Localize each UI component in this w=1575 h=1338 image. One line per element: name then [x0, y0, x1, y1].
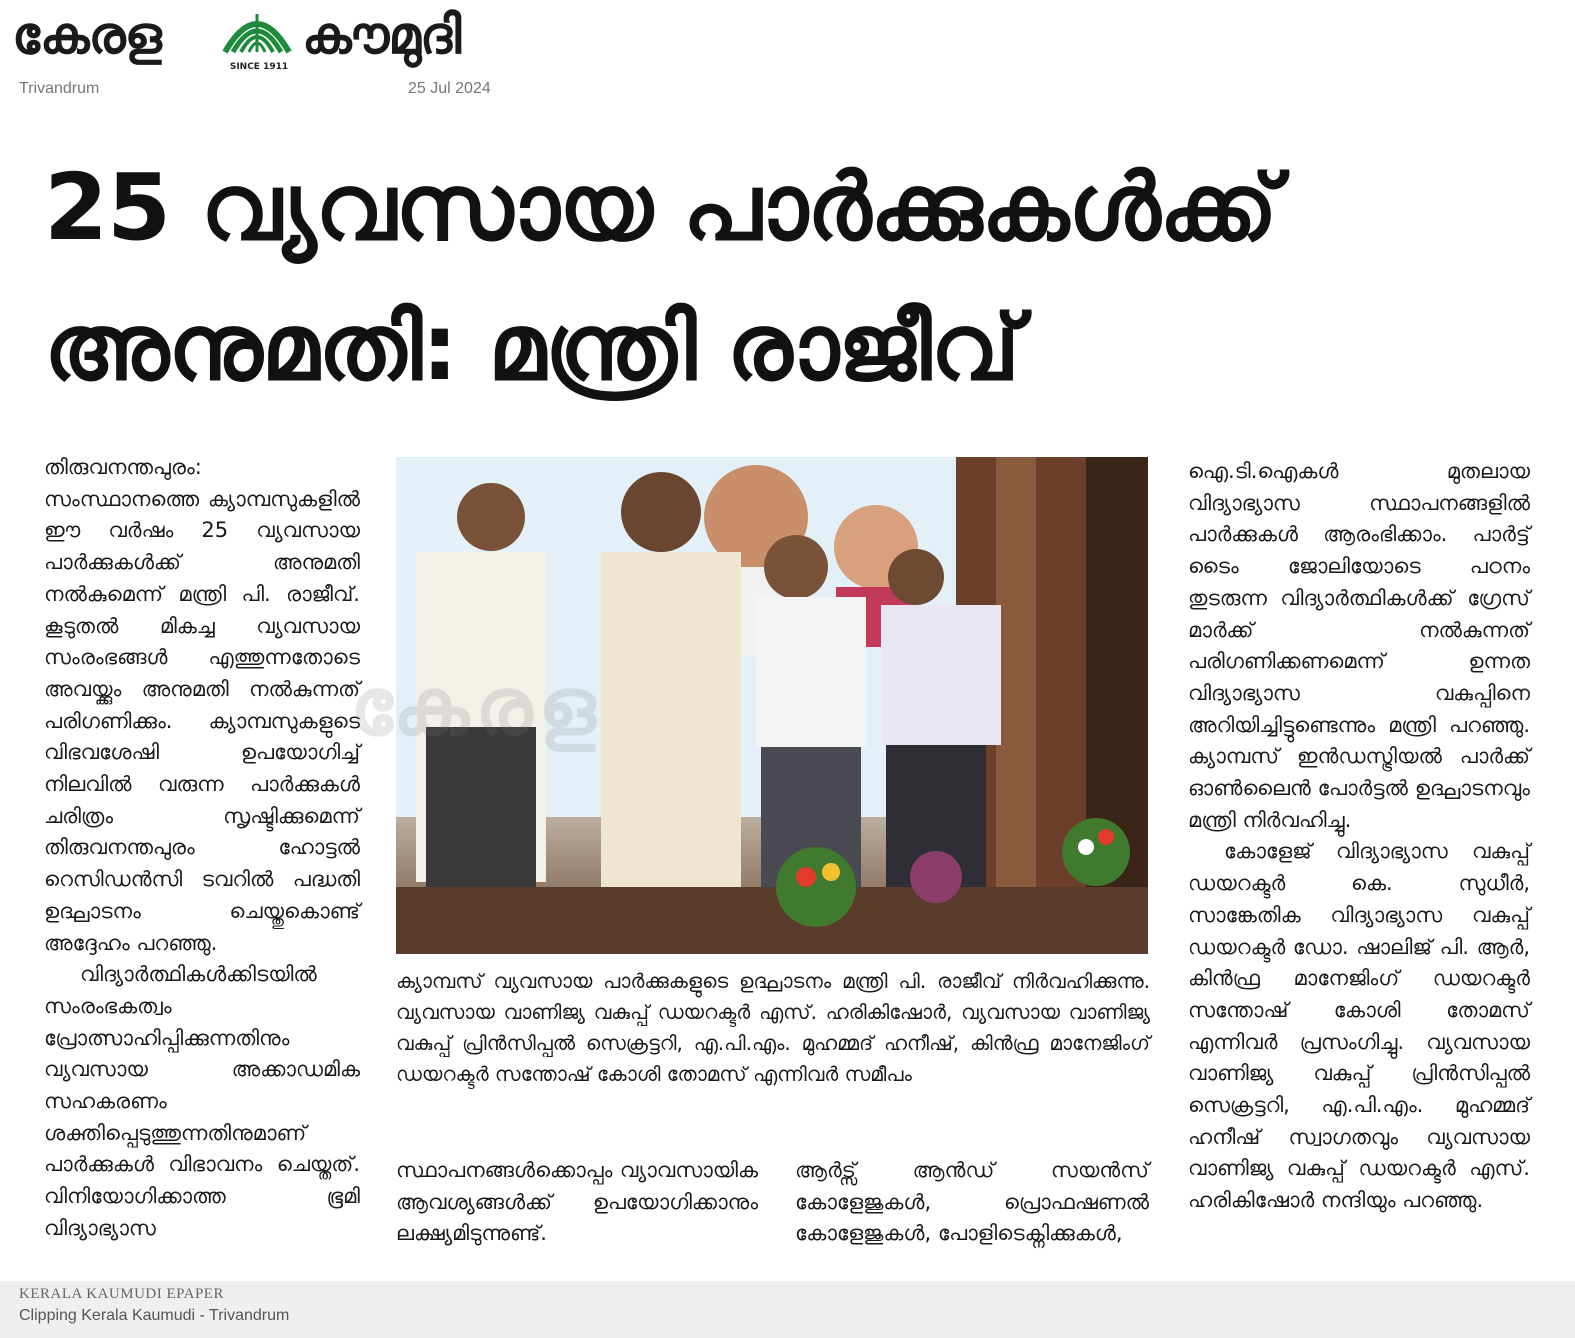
edition-city: Trivandrum — [19, 80, 100, 97]
article-paragraph: തിരുവനന്തപുരം: സംസ്ഥാനത്തെ ക്യാമ്പസുകളിൽ ഈ വർഷം 25 വ്യവസായ പാർക്കുകൾക്ക് അനുമതി നൽകുമെന്ന് മന്ത്രി പി. രാജീവ്. കൂടുതൽ മികച്ച വ്യവസായ സംരംഭങ്ങൾ എത്തുന്നതോടെ അവയ്ക്കും അനുമതി നൽകുന്നത് പരിഗണിക്കും. ക്യാമ്പസുകളുടെ വിഭവശേഷി ഉപയോഗിച്ച് നിലവിൽ വരുന്ന പാർക്കുകൾ ചരിത്രം സൃഷ്ടിക്കുമെന്ന് തിരുവനന്തപുരം ഹോട്ടൽ റെസിഡൻസി ടവറിൽ പദ്ധതി ഉദ്ഘാടനം ചെയ്തുകൊണ്ട് അദ്ദേഹം പറഞ്ഞു. — [44, 455, 360, 955]
article-column-mid-2 — [795, 1155, 1149, 1250]
masthead-title-left: കേരള — [12, 6, 161, 66]
footer-brand: KERALA KAUMUDI EPAPER — [19, 1286, 224, 1302]
article-column-right — [1188, 456, 1530, 1217]
article-column-mid-1 — [396, 1155, 758, 1250]
article-paragraph: സ്ഥാപനങ്ങൾക്കൊപ്പം വ്യാവസായിക ആവശ്യങ്ങൾക്ക് ഉപയോഗിക്കാനും ലക്ഷ്യമിടുന്നുണ്ട്. — [396, 1158, 758, 1246]
article-column-left — [44, 452, 360, 1245]
edition-date: 25 Jul 2024 — [408, 80, 491, 97]
photo-caption: ക്യാമ്പസ് വ്യവസായ പാർക്കുകളുടെ ഉദ്ഘാടനം മന്ത്രി പി. രാജീവ് നിർവഹിക്കുന്നു. വ്യവസായ വാണിജ്യ വകുപ്പ് ഡയറക്ടർ എസ്. ഹരികിഷോർ, വ്യവസായ വാണിജ്യ വകുപ്പ് പ്രിൻസിപ്പൽ സെക്രട്ടറി, എ.പി.എം. മുഹമ്മദ് ഹനീഷ്, കിൻഫ്ര മാനേജിംഗ് ഡയറക്ടർ സന്തോഷ് കോശി തോമസ് എന്നിവർ സമീപം — [396, 969, 1150, 1086]
article-paragraph: വിദ്യാർത്ഥികൾക്കിടയിൽ സംരംഭകത്വം പ്രോത്സാഹിപ്പിക്കുന്നതിനും വ്യവസായ അക്കാഡമിക സഹകരണം ശക്തിപ്പെടുത്തുന്നതിനുമാണ് പാർക്കുകൾ വിഭാവനം ചെയ്തത്. വിനിയോഗിക്കാത്ത ഭൂമി വിദ്യാഭ്യാസ — [44, 962, 360, 1240]
article-headline: 25 വ്യവസായ പാർക്കുകൾക്ക് അനുമതി: മന്ത്രി രാജീവ് — [44, 154, 1277, 401]
article-paragraph: കോളേജ് വിദ്യാഭ്യാസ വകുപ്പ് ഡയറക്ടർ കെ. സുധീർ, സാങ്കേതിക വിദ്യാഭ്യാസ വകുപ്പ് ഡയറക്ടർ ഡോ. ഷാലിജ് പി. ആർ, കിൻഫ്ര മാനേജിംഗ് ഡയറക്ടർ സന്തോഷ് കോശി തോമസ് എന്നിവർ പ്രസംഗിച്ചു. വ്യവസായ വാണിജ്യ വകുപ്പ് പ്രിൻസിപ്പൽ സെക്രട്ടറി, എ.പി.എം. മുഹമ്മദ് ഹനീഷ് സ്വാഗതവും വ്യവസായ വാണിജ്യ വകുപ്പ് ഡയറക്ടർ എസ്. ഹരികിഷോർ നന്ദിയും പറഞ്ഞു. — [1188, 839, 1530, 1213]
article-photo — [396, 457, 1148, 954]
photo-illustration — [396, 457, 1148, 954]
article-paragraph: ഐ.ടി.ഐകൾ മുതലായ വിദ്യാഭ്യാസ സ്ഥാപനങ്ങളിൽ പാർക്കുകൾ ആരംഭിക്കാം. പാർട്ട് ടൈം ജോലിയോടെ പഠനം തുടരുന്ന വിദ്യാർത്ഥികൾക്ക് ഗ്രേസ് മാർക്ക് നൽകുന്നത് പരിഗണിക്കണമെന്ന് ഉന്നത വിദ്യാഭ്യാസ വകുപ്പിനെ അറിയിച്ചിട്ടുണ്ടെന്നും മന്ത്രി പറഞ്ഞു. ക്യാമ്പസ് ഇൻഡസ്ട്രിയൽ പാർക്ക് ഓൺലൈൻ പോർട്ടൽ ഉദ്ഘാടനവും മന്ത്രി നിർവഹിച്ചു. — [1188, 459, 1530, 832]
footer-clipping-source: Clipping Kerala Kaumudi - Trivandrum — [19, 1307, 290, 1324]
masthead-title-right: കൗമുദി — [302, 6, 461, 66]
masthead-since: SINCE 1911 — [229, 62, 289, 72]
footer-bar — [0, 1281, 1575, 1338]
article-paragraph: ആർട്സ് ആൻഡ് സയൻസ് കോളേജുകൾ, പ്രൊഫഷണൽ കോളേജുകൾ, പോളിടെക്നിക്കുകൾ, — [795, 1158, 1149, 1246]
masthead — [12, 2, 512, 78]
